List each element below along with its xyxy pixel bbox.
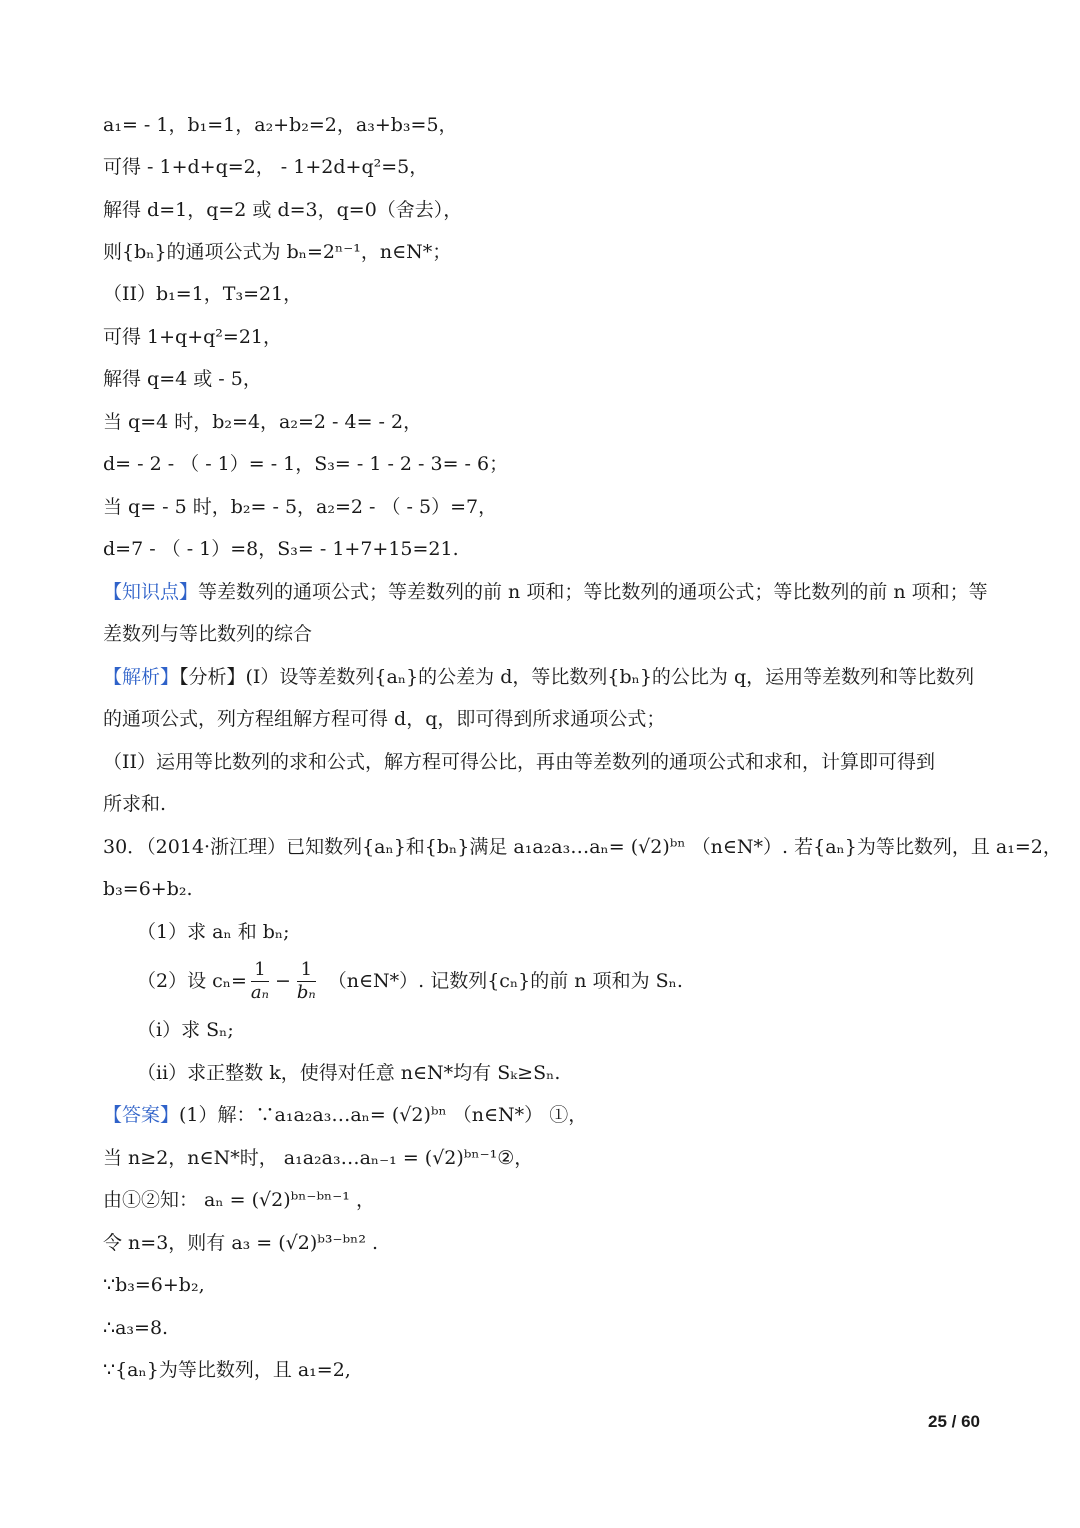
fraction-1-over-bn	[297, 959, 316, 1004]
text-line: ∵{aₙ}为等比数列，且 a₁=2,	[103, 1359, 351, 1381]
text-line: 可得 - 1+d+q=2， - 1+2d+q²=5，	[103, 156, 429, 178]
text-line: （II）b₁=1，T₃=21，	[103, 283, 303, 305]
text-line: 当 q=4 时，b₂=4，a₂=2 - 4= - 2，	[103, 411, 423, 433]
cn-prefix: （2）设 cₙ=	[137, 970, 247, 992]
analysis-tag: 【解析】	[103, 666, 180, 688]
answer-line	[103, 1102, 983, 1128]
fraction-numerator: 1	[251, 959, 269, 982]
knowledge-point-tag: 【知识点】	[103, 581, 199, 603]
text-line: （II）运用等比数列的求和公式，解方程可得公比，再由等差数列的通项公式和求和，计算即可得到	[103, 751, 936, 773]
text-line: 解得 d=1，q=2 或 d=3，q=0（舍去），	[103, 199, 463, 221]
text-line: 当 q= - 5 时，b₂= - 5，a₂=2 - （ - 5）=7，	[103, 496, 498, 518]
text-line: 的通项公式，列方程组解方程可得 d，q，即可得到所求通项公式；	[103, 708, 666, 730]
problem-30-line: 30．（2014·浙江理）已知数列{aₙ}和{bₙ}满足 a₁a₂a₃…aₙ= (√2)ᵇⁿ （n∈N*）. 若{aₙ}为等比数列，且 a₁=2，	[103, 836, 1062, 858]
cn-definition	[137, 956, 683, 1006]
text-line: 当 n≥2，n∈N*时， a₁a₂a₃…aₙ₋₁ = (√2)ᵇⁿ⁻¹②，	[103, 1147, 534, 1169]
text-line: ∵b₃=6+b₂,	[103, 1274, 205, 1296]
analysis-text: 【分析】(I）设等差数列{aₙ}的公差为 d，等比数列{bₙ}的公比为 q，运用等差数列和等比数列	[179, 666, 975, 688]
analysis-line	[103, 664, 983, 690]
cn-suffix: （n∈N*）. 记数列{cₙ}的前 n 项和为 Sₙ.	[327, 970, 683, 992]
text-line: ∴a₃=8.	[103, 1317, 169, 1339]
knowledge-point-line	[103, 579, 988, 605]
sub-question-i: （i）求 Sₙ;	[137, 1019, 234, 1041]
sub-question-ii: （ii）求正整数 k，使得对任意 n∈N*均有 Sₖ≥Sₙ.	[137, 1062, 561, 1084]
fraction-numerator: 1	[297, 959, 316, 982]
text-line: b₃=6+b₂.	[103, 878, 193, 900]
fraction-1-over-an	[251, 959, 269, 1004]
knowledge-point-text: 等差数列的通项公式；等差数列的前 n 项和；等比数列的通项公式；等比数列的前 n 项和；等	[198, 581, 988, 603]
text-line: a₁= - 1，b₁=1，a₂+b₂=2，a₃+b₃=5，	[103, 114, 458, 136]
fraction-denominator: bₙ	[296, 981, 316, 1003]
text-line: 所求和.	[103, 793, 167, 815]
minus-sign: −	[274, 970, 291, 992]
answer-text: (1）解：∵a₁a₂a₃…aₙ= (√2)ᵇⁿ （n∈N*） ①，	[179, 1104, 588, 1126]
text-line: 令 n=3，则有 a₃ = (√2)ᵇ³⁻ᵇⁿ² .	[103, 1232, 379, 1254]
sub-question-2	[137, 956, 1017, 1006]
text-line: d=7 - （ - 1）=8，S₃= - 1+7+15=21.	[103, 538, 459, 560]
fraction-denominator: aₙ	[250, 981, 269, 1003]
text-line: 可得 1+q+q²=21，	[103, 326, 283, 348]
text-line: 由①②知： aₙ = (√2)ᵇⁿ⁻ᵇⁿ⁻¹ ，	[103, 1189, 375, 1211]
page-number: 25 / 60	[928, 1412, 980, 1431]
text-line: d= - 2 - （ - 1）= - 1，S₃= - 1 - 2 - 3= - 6；	[103, 453, 509, 475]
answer-tag: 【答案】	[103, 1104, 180, 1126]
sub-question-1: （1）求 aₙ 和 bₙ;	[137, 921, 290, 943]
text-line: 则{bₙ}的通项公式为 bₙ=2ⁿ⁻¹，n∈N*；	[103, 241, 452, 263]
text-line: 解得 q=4 或 - 5，	[103, 368, 262, 390]
text-line: 差数列与等比数列的综合	[103, 623, 313, 645]
